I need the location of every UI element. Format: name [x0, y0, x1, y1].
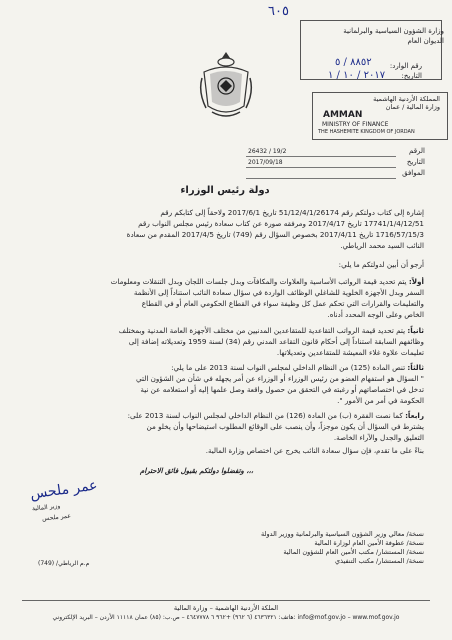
cc-item: نسخة/ المستشار/ مكتب الأمين العام للشؤون المالية: [283, 548, 424, 556]
file-note: م.م الرياطي/ (749): [38, 560, 90, 567]
intro-line: 17741/1/4/12/51 تاريخ 2017/4/17 ومرفقه صورة عن كتاب سعادة رئيس مجلس النواب رقم: [138, 219, 424, 228]
signature-title: وزير المالية: [31, 502, 61, 513]
reference-date-label: التاريخ: [406, 158, 425, 166]
finance-stamp-line3: AMMAN: [323, 110, 363, 120]
intro-paragraph: [26, 207, 424, 251]
item-second: [26, 325, 424, 358]
item-line: تدخل في اختصاصاتهم أو رغبته في التحقق من حصول واقعة وصل علمها إليه أو استعلامه عن نية: [140, 385, 424, 394]
item-line: يشترط في السؤال أن يكون موجزاً، وأن ينصب على الوقائع المطلوب استيضاحها وأن يخلو من: [146, 422, 424, 431]
item-line: السفر وبدل الأجهزة الخلوية للشاغلي الوظائف الواردة في سؤال سعادة النائب استناداً إلى الأنظمة: [133, 288, 424, 297]
footer-contact: هاتف: ٤٦٣٦٣٢١ (٦ ٩٦٢) +٩٦٢ ٦ ٤٦٤٧٧٧٨ – ص.ب: (٨٥) عمان ١١١١٨ الأردن – البريد الإلكتروني: info@mof.gov.jo – www.mof.gov.jo: [52, 614, 400, 621]
item-line: كما نصت الفقرة (ب) من المادة (126) من النظام الداخلي لمجلس النواب لسنة 2013 على:: [127, 411, 403, 420]
item-number: رابعاً:: [405, 411, 424, 420]
reference-number-label: الرقم: [409, 147, 425, 155]
item-number: أولاً:: [408, 277, 424, 286]
stamp-handwritten-number: ٨٨٥٢ / ٥: [335, 57, 372, 68]
finance-stamp-line1: المملكة الأردنية الهاشمية: [373, 95, 440, 103]
item-fourth: [26, 410, 424, 443]
coat-of-arms-icon: [198, 48, 254, 122]
intro-line: النائب السيد محمد الرياطي.: [340, 241, 424, 250]
reference-number: 26432 / 19/2: [248, 148, 287, 155]
footer-org: الملكة الأردنية الهاشمية – وزارة المالية: [173, 604, 279, 612]
closing-statement: بناءً على ما تقدم، فإن سؤال سعادة النائب يخرج عن اختصاص وزارة المالية.: [205, 447, 424, 455]
clarification-line: أرجو أن أبين لدولتكم ما يلي:: [338, 260, 424, 269]
cc-list: [261, 530, 424, 566]
stamp-handwritten-date: ٢٠١٧ / ١٠ / ١: [328, 70, 386, 81]
item-line: تعليمات علاوة غلاء المعيشة للمتقاعدين وتعديلاتها.: [276, 348, 424, 357]
cc-item: نسخة/ عطوفة الأمين العام لوزارة المالية: [314, 539, 424, 547]
finance-stamp-line5: THE HASHEMITE KINGDOM OF JORDAN: [318, 129, 415, 135]
item-line: تنص المادة (125) من النظام الداخلي لمجلس النواب لسنة 2013 على ما يلي:: [171, 363, 406, 372]
page-number: ٦٠٥: [268, 4, 289, 19]
stamp-date-label: التاريخ:: [401, 72, 422, 80]
item-third: [26, 362, 424, 406]
reference-hijri-label: الموافق: [402, 169, 425, 177]
reference-divider: [246, 156, 396, 157]
addressee: دولة رئيس الوزراء: [180, 185, 270, 196]
item-line: الحكومة في أمر من الأمور ".: [337, 396, 424, 405]
reference-divider: [246, 178, 396, 179]
reference-divider: [246, 167, 396, 168]
item-line: الخاص وعلى الوجه المحدد أدناه.: [327, 310, 424, 319]
cc-item: نسخة/ المستشار/ مكتب التنفيذي: [335, 557, 424, 565]
closing-regards: وتفضلوا دولتكم بقبول فائق الاحترام ،،،: [140, 467, 254, 475]
intro-line: 1716/57/15/3 تاريخ 2017/4/11 بخصوص السؤال رقم (749) تاريخ 2017/4/5 المقدم من سعادة: [126, 230, 424, 239]
item-first: [26, 276, 424, 320]
intro-line: إشارة إلى كتاب دولتكم رقم 51/12/4/1/26174 تاريخ 2017/6/1 ولاحقاً إلى كتابكم رقم: [160, 208, 424, 217]
item-line: يتم تحديد قيمة الرواتب التقاعدية للمتقاعدين المدنيين من مختلف الأجهزة العامة المدنية وبمختلف: [118, 326, 406, 335]
signature-name: عمر ملحس: [41, 512, 72, 523]
item-number: ثانياً:: [407, 326, 424, 335]
item-line: " السؤال هو استفهام العضو من رئيس الوزراء أو الوزراء عن أمر يجهله في شأن من الشؤون التي: [136, 374, 424, 383]
stamp-ministry-line2: الديوان العام: [407, 37, 444, 45]
item-line: والتعليمات والقرارات التي تحكم عمل كل وظيفة سواء في القطاع الحكومي العام أو في القطاع: [141, 299, 424, 308]
item-number: ثالثاً:: [407, 363, 424, 372]
stamp-ministry-line1: وزارة الشؤون السياسية والبرلمانية: [343, 27, 444, 35]
cc-item: نسخة/ معالي وزير الشؤون السياسية والبرلمانية ووزير الدولة: [261, 530, 424, 538]
item-line: التعليق والجدل والآراء الخاصة.: [333, 433, 424, 442]
handwritten-signature: عمر ملحس: [29, 477, 99, 503]
item-line: وظائفهم السابقة استناداً إلى أحكام قانون التقاعد المدني رقم (34) لسنة 1959 وتعديلاته إضافة إلى: [128, 337, 424, 346]
reference-date: 2017/09/18: [248, 159, 283, 166]
finance-stamp-line4: MINISTRY OF FINANCE: [322, 121, 389, 128]
stamp-registry-label: رقم الوارد:: [389, 62, 422, 70]
item-line: يتم تحديد قيمة الرواتب الأساسية والعلاوات والمكافآت وبدل جلسات اللجان وبدل التنقلات ومعلومات: [110, 277, 407, 286]
finance-stamp-line2: وزارة المالية / عمان: [385, 103, 440, 111]
footer-divider: [22, 600, 430, 601]
